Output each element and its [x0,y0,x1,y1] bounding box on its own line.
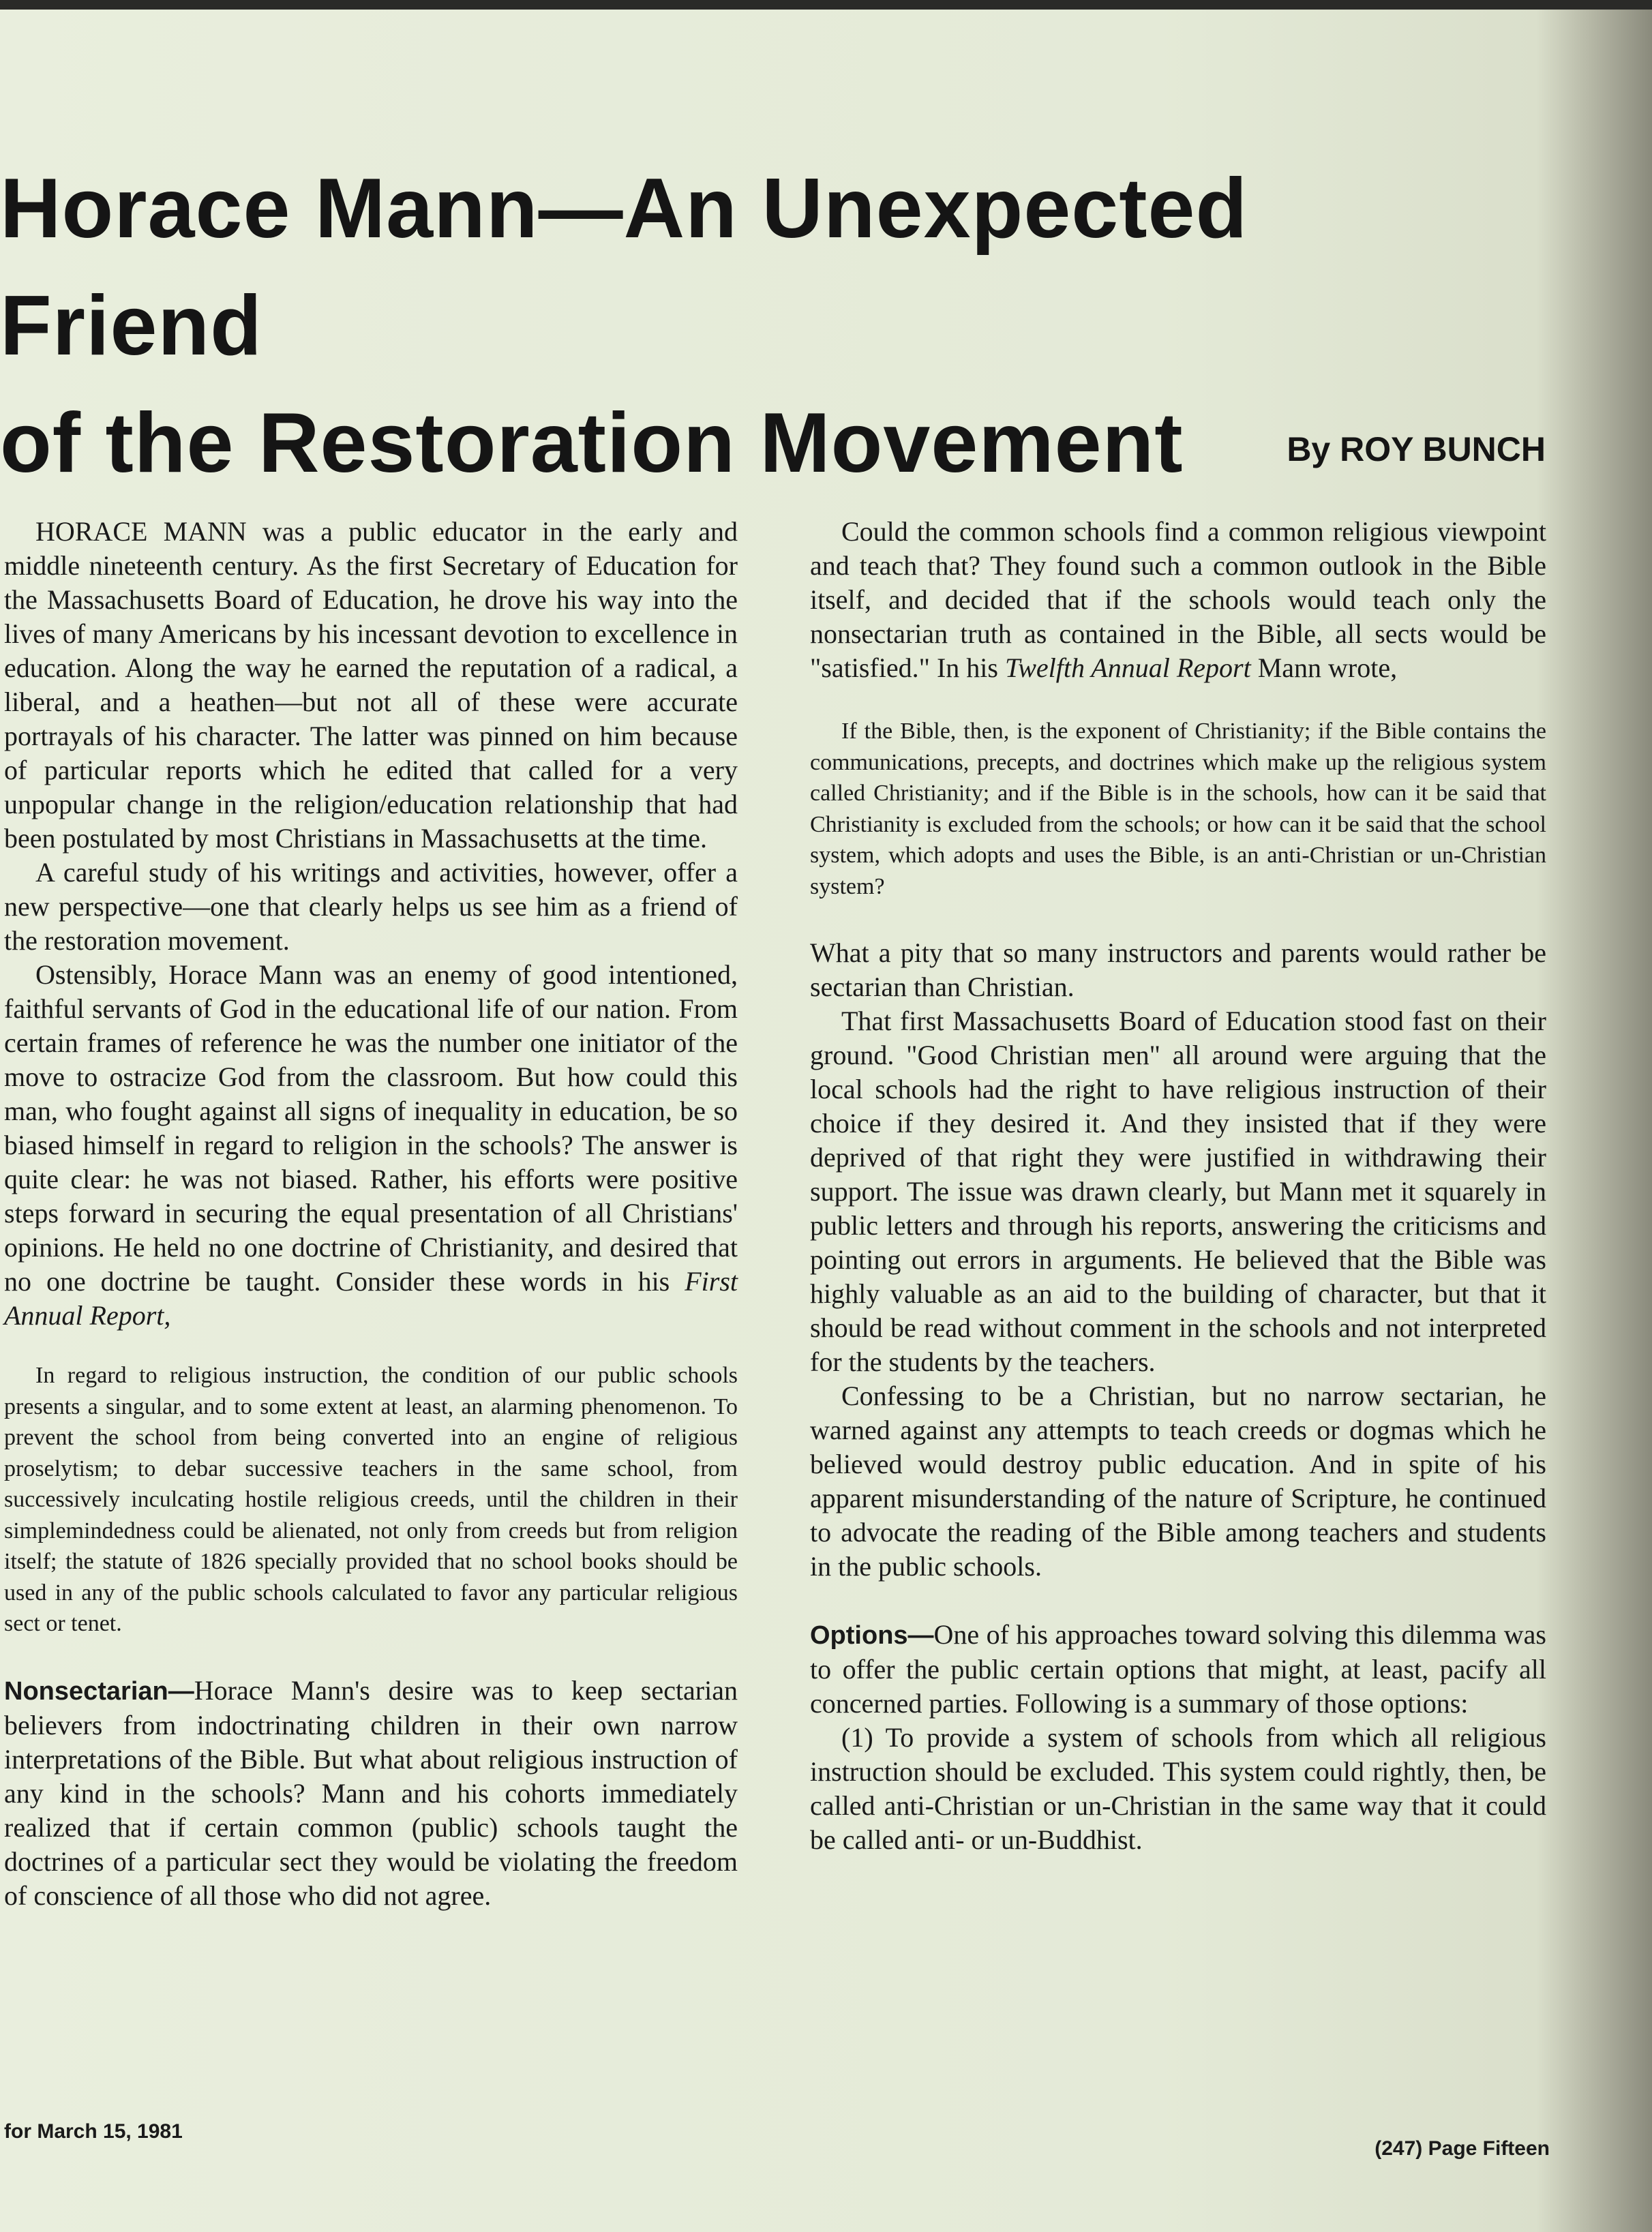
footer-page-number: (247) Page Fifteen [1375,2137,1550,2160]
paragraph [810,1618,1546,1721]
section-heading: Nonsectarian— [4,1676,194,1706]
article-title [0,150,1466,502]
paragraph-text: Mann wrote, [1257,652,1398,683]
paragraph: HORACE MANN was a public educator in the early and middle nineteenth century. As the first Secretary of Education for the Massachusetts Board of Education, he drove his way into the lives of many Americans by his incessant devotion to excellence in education. Along the way he earned the reputation of a radical, a liberal, and a heathen—but not all of these were accurate portrayals of his character. The latter was pinned on him because of particular reports which he edited that called for a very unpopular change in the religion/education relationship that had been postulated by most Christians in Massachusetts at the time. [4,516,738,854]
paragraph-text: Could the common schools find a common religious viewpoint and teach that? They found such a common outlook in the Bible itself, and decided that if the schools would teach only the nonsectarian truth as contained in the Bible, all sects would be "satisfied." In his [810,516,1546,683]
paragraph: (1) To provide a system of schools from which all religious instruction should be excluded. This system could rightly, then, be called anti-Christian or un-Christian in the same way that it could be called anti- or un-Buddhist. [810,1722,1546,1855]
paragraph-text: One of his approaches toward solving this dilemma was to offer the public certain options that might, at least, pacify all concerned parties. Following is a summary of those options: [810,1619,1546,1719]
section-heading: Options— [810,1621,934,1650]
report-title: Twelfth Annual Report [1004,652,1251,683]
paragraph: That first Massachusetts Board of Education stood fast on their ground. "Good Christian men" all around were arguing that the local schools had the right to have religious instruction of their choice if they desired it. And they insisted that if they were deprived of that right they were justified in withdrawing their support. The issue was drawn clearly, but Mann met it squarely in public letters and through his reports, answering the criticisms and pointing out errors in arguments. He believed that the Bible was highly valuable as an aid to the building of character, but that it should be read without comment in the schools and not interpreted for the students by the teachers. [810,1006,1546,1377]
paragraph [4,958,738,1333]
left-column [4,515,738,1913]
byline: By ROY BUNCH [1287,430,1546,468]
paragraph-text: Horace Mann's desire was to keep sectarian believers from indoctrinating children in their own narrow interpretations of the Bible. But what about religious instruction of any kind in the schools? Mann and his cohorts immediately realized that if certain common (public) schools taught the doctrines of a particular sect they would be violating the freedom of conscience of all those who did not agree. [4,1674,738,1911]
right-column [810,515,1546,1857]
title-line-1: Horace Mann—An Unexpected Friend [0,162,1248,373]
report-title: First Annual Report, [4,1266,738,1331]
paragraph [4,1674,738,1913]
block-quote: If the Bible, then, is the exponent of Christianity; if the Bible contains the communications, precepts, and doctrines which make up the religious system called Christianity; and if the Bible is in the schools, how can it be said that Christianity is excluded from the schools; or how can it be said that the school system, which adopts and uses the Bible, is an anti-Christian or un-Christian system? [810,719,1546,899]
paragraph: A careful study of his writings and activities, however, offer a new perspective—one that clearly helps us see him as a friend of the restoration movement. [4,857,738,956]
paragraph: Confessing to be a Christian, but no narrow sectarian, he warned against any attempts to teach creeds or dogmas which he believed would destroy public education. And in spite of his apparent misunderstanding of the nature of Scripture, he continued to advocate the reading of the Bible among teachers and students in the public schools. [810,1381,1546,1582]
paragraph [810,515,1546,685]
paragraph: What a pity that so many instructors and parents would rather be sectarian than Christian. [810,937,1546,1002]
footer-date: for March 15, 1981 [4,2120,183,2143]
block-quote: In regard to religious instruction, the condition of our public schools presents a singular, and to some extent at least, an alarming phenomenon. To prevent the school from being converted into an engine of religious proselytism; to debar successive teachers in the same school, from successively inculcating hostile religious creeds, until the children in their simplemindedness could be alienated, not only from creeds but from religion itself; the statute of 1826 specially provided that no school books should be used in any of the public schools calculated to favor any particular religious sect or tenet. [4,1363,738,1636]
top-edge-band [0,0,1652,10]
paragraph-text: Ostensibly, Horace Mann was an enemy of good intentioned, faithful servants of God in the educational life of our nation. From certain frames of reference he was the number one initiator of the move to ostracize God from the classroom. But how could this man, who fought against all signs of inequality in education, be so biased himself in regard to religion in the schools? The answer is quite clear: he was not biased. Rather, his efforts were positive steps forward in securing the equal presentation of all Christians' opinions. He held no one doctrine of Christianity, and desired that no one doctrine be taught. Consider these words in his [4,959,738,1297]
title-line-2: of the Restoration Movement [0,396,1184,490]
